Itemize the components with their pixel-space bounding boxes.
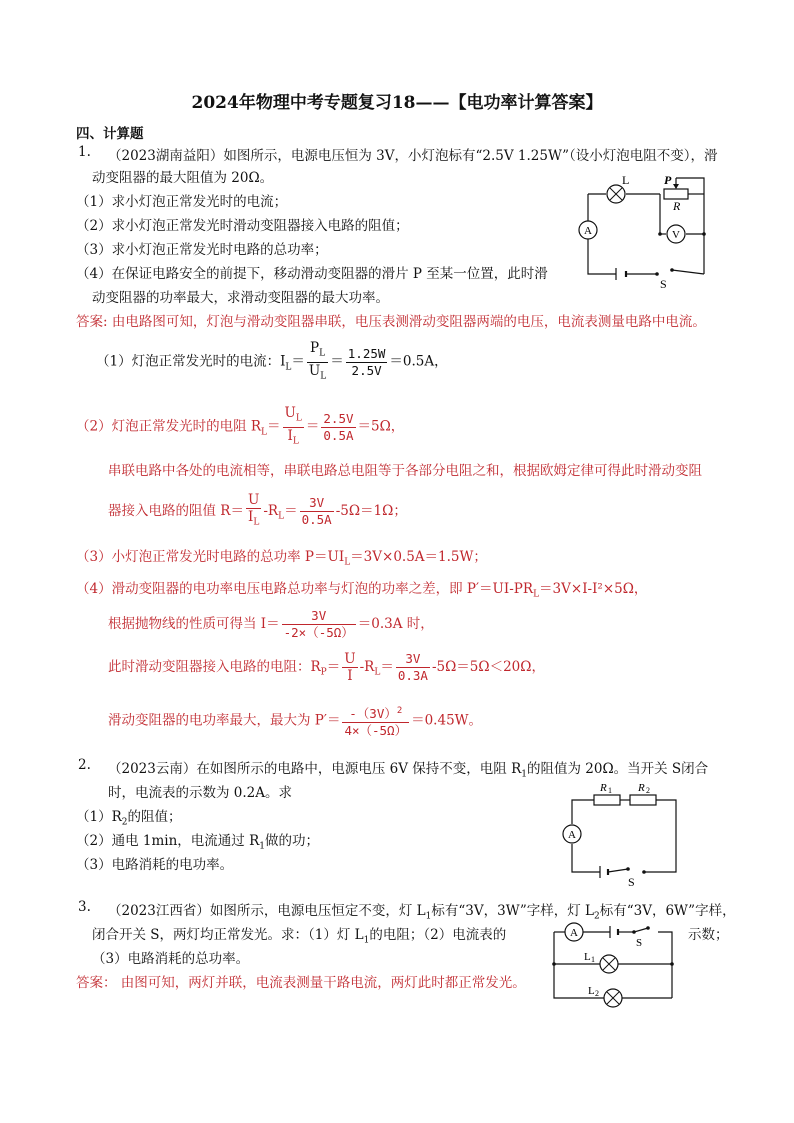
q2-switch-label: S [628, 875, 635, 889]
q1-a4-l3-mid-sub: L [374, 667, 381, 678]
q1-a1-num-sub: L [319, 348, 326, 359]
q2-r1-label: R [600, 782, 607, 794]
q2-line1-text: （2023云南）在如图所示的电路中，电源电压 6V 保持不变，电阻 R [108, 761, 522, 777]
q1-a1-den-sub: L [320, 371, 327, 382]
q1-a2-l3-den-sub: L [253, 517, 260, 528]
q3-line3: （3）电路消耗的总功率。 [92, 951, 250, 967]
q1-a2-sub: L [261, 427, 268, 438]
voltmeter-label: V [672, 229, 680, 241]
q2-ammeter-label: A [568, 829, 576, 841]
q3-answer-text: 由图可知，两灯并联，电流表测量干路电流，两灯此时都正常发光。 [120, 975, 526, 991]
q1-a4-l3-den: I [347, 668, 353, 684]
q1-sub2: （2）求小灯泡正常发光时滑动变阻器接入电路的阻值； [76, 218, 409, 234]
q2-sub1 [76, 805, 182, 828]
q2-line1 [108, 757, 708, 780]
q1-a2-num: U [284, 405, 296, 421]
q1-a2-line2: 串联电路中各处的电流相等，串联电路总电阻等于各部分电阻之和，根据欧姆定律可得此时滑动变阻 [108, 463, 702, 479]
q3-circuit-diagram [548, 918, 678, 1010]
q3-number: 3. [78, 899, 91, 915]
q3-switch-label: S [636, 937, 643, 949]
section-heading: 四、计算题 [76, 126, 144, 142]
q1-a4-l4-prefix: 滑动变阻器的电功率最大，最大为 P′＝ [108, 712, 341, 729]
q1-a2-l3-num: U [247, 492, 260, 508]
q3-l2-sub: 2 [595, 989, 599, 998]
lamp-icon [607, 185, 625, 203]
q1-a4-l3-num: U [344, 651, 356, 667]
q1-answer-label: 答案: [76, 314, 108, 330]
q1-a1-prefix: （1）灯泡正常发光时的电流：I [96, 353, 286, 370]
q1-a4-l3-den2: 0.3A [397, 668, 428, 683]
switch-label: S [660, 277, 667, 290]
q3-l1-sub: 1 [591, 955, 595, 964]
q1-answer-text: 由电路图可知，灯泡与滑动变阻器串联，电压表测滑动变阻器两端的电压，电流表测量电路中电流。 [111, 314, 706, 330]
q2-r2-label: R [638, 782, 645, 794]
q1-a2-l3-prefix: 器接入电路的阻值 R＝ [108, 502, 244, 519]
q1-a4-l3-mid: -R [359, 659, 375, 675]
q3-line1-sub1: 1 [425, 911, 432, 922]
lamp-l1-icon [600, 955, 618, 973]
q1-a2-prefix: （2）灯泡正常发光时的电阻 R [76, 418, 262, 435]
q1-a3 [76, 545, 487, 568]
q1-a1-den: U [308, 362, 321, 379]
q1-a4-l4-num: -（3V） [349, 706, 397, 722]
q1-a2-num-sub: L [295, 413, 302, 424]
q1-a1-num2: 1.25W [347, 345, 386, 361]
q1-a1-result: ＝0.5A， [389, 353, 448, 370]
q1-sub3: （3）求小灯泡正常发光时电路的总功率； [76, 242, 328, 258]
q2-line2: 时，电流表的示数为 0.2A。求 [108, 785, 293, 801]
q1-a2-line3: 器接入电路的阻值 R＝ $\frac{U}{I_L}$ $-R_L=$ $\frac{3V}{0.5A}$ -5Ω＝1Ω； [108, 492, 407, 528]
q2-number: 2. [78, 757, 91, 773]
page-title: 2024年物理中考专题复习18——【电功率计算答案】 [191, 93, 603, 113]
q2-r2-sub: 2 [646, 786, 650, 795]
q1-a4-l2-prefix: 根据抛物线的性质可得当 I＝ [108, 616, 280, 632]
q1-a4-l2-result: ＝0.3A 时， [357, 616, 434, 632]
q1-circuit-diagram [576, 170, 716, 290]
rheostat-label: R [673, 199, 681, 213]
q1-sub1: （1）求小灯泡正常发光时的电流； [76, 194, 288, 210]
q3-line1-text: （2023江西省）如图所示，电源电压恒定不变，灯 L [108, 903, 426, 919]
lamp-label: L [622, 173, 630, 187]
q1-a4-tail: ＝3V×I-I²×5Ω， [539, 581, 648, 597]
q3-line1-mid: 标有“3V，3W”字样，灯 L [431, 903, 594, 919]
q1-a4-l3-num2: 3V [396, 651, 430, 668]
q1-sub4a: （4）在保证电路安全的前提下，移动滑动变阻器的滑片 P 至某一位置，此时滑 [76, 266, 548, 282]
q1-a2-l3-result: -5Ω＝1Ω； [335, 502, 407, 519]
q1-a2-l3-den2: 0.5A [301, 511, 332, 527]
q3-line2-text: 闭合开关 S，两灯均正常发光。求：（1）灯 L [92, 927, 364, 943]
q1-number: 1. [78, 144, 91, 160]
q1-a4-l4-sup: 2 [396, 706, 403, 716]
q1-a2-l3-den: I [248, 509, 254, 525]
q1-a4-l3-result: -5Ω＝5Ω＜20Ω， [431, 659, 545, 675]
q1-a2-den2: 0.5A [323, 427, 354, 443]
q1-a4-l4-result: ＝0.45W。 [411, 712, 483, 729]
q1-a4-line2 [108, 608, 434, 641]
q1-line2: 动变阻器的最大阻值为 20Ω。 [92, 170, 274, 186]
q3-l1-label: L [584, 951, 591, 963]
ammeter-label: A [584, 225, 592, 237]
q1-a3-text: （3）小灯泡正常发光时电路的总功率 P＝UI [76, 549, 345, 565]
q2-r1-sub: 1 [608, 786, 612, 795]
q3-line1-sub2: 2 [593, 911, 600, 922]
q1-a4 [76, 577, 647, 600]
q1-a3-sub: L [344, 557, 351, 568]
q1-a1-den2: 2.5V [351, 362, 382, 378]
q1-a2-l3-num2: 3V [300, 495, 334, 512]
q1-a2-result: ＝5Ω， [357, 418, 405, 435]
resistor-r2-icon [630, 795, 656, 805]
q3-ammeter-label: A [570, 927, 578, 939]
q1-a4-l2-num: 3V [282, 608, 356, 625]
lamp-l2-icon [604, 989, 622, 1007]
q3-line2-tail: 示数； [688, 927, 729, 943]
q3-answer [76, 971, 526, 991]
q1-a2-den-sub: L [292, 436, 299, 447]
q1-a1: （1）灯泡正常发光时的电流：$I_L=$ $\frac{P_L}{U_L}$ ＝ $\frac{1.25W}{2.5V}$ ＝0.5A， [96, 340, 448, 382]
q1-a4-sub: L [533, 589, 540, 600]
q1-a4-l3-sub: P [320, 667, 327, 678]
q1-a3-tail: ＝3V×0.5A＝1.5W； [350, 549, 487, 565]
q1-a4-text: （4）滑动变阻器的电功率电压电路总功率与灯泡的功率之差，即 P′＝UI-PR [76, 581, 534, 597]
q1-a4-l2-den: -2×（-5Ω） [283, 625, 354, 640]
q1-line1: （2023湖南益阳）如图所示，电源电压恒为 3V，小灯泡标有“2.5V 1.25W”（设小灯泡电阻不变），滑 [108, 148, 718, 164]
q2-circuit-diagram [558, 780, 688, 890]
q3-line2-sub: 1 [363, 935, 370, 946]
q1-a1-num: P [310, 340, 320, 356]
q1-a2-l3-mid-sub: L [278, 511, 285, 522]
q1-a4-line4 [108, 703, 482, 739]
q2-sub2-tail: 做的功； [264, 833, 319, 849]
q1-a1-sub: L [285, 362, 292, 373]
rheostat-icon [664, 189, 688, 199]
q3-answer-label: 答案： [76, 975, 117, 991]
q2-sub3: （3）电路消耗的电功率。 [76, 857, 234, 873]
q1-sub4b: 动变阻器的功率最大，求滑动变阻器的最大功率。 [92, 290, 389, 306]
q3-line1-tail: 标有“3V，6W”字样， [599, 903, 736, 919]
q1-a4-l3-prefix: 此时滑动变阻器接入电路的电阻：R [108, 659, 321, 675]
slider-label: P [664, 173, 672, 187]
q1-a2: （2）灯泡正常发光时的电阻 $R_L=$ $\frac{U_L}{I_L}$ ＝ $\frac{2.5V}{0.5A}$ ＝5Ω， [76, 405, 405, 447]
q1-a4-line3: 此时滑动变阻器接入电路的电阻：$R_P=$ $\frac{U}{I}$ $-R_L=$ $\frac{3V}{0.3A}$ -5Ω＝5Ω＜20Ω， [108, 651, 545, 684]
q1-a4-l4-den: 4×（-5Ω） [344, 723, 408, 739]
q2-sub1-text: （1）R [76, 809, 122, 825]
q2-line1-tail: 的阻值为 20Ω。当开关 S闭合 [526, 761, 709, 777]
q2-sub1-tail: 的阻值； [127, 809, 182, 825]
q2-sub2 [76, 829, 319, 852]
q1-a2-l3-mid: -R [263, 502, 279, 519]
q1-a2-den: I [287, 427, 293, 444]
q3-line2-mid: 的电阻；（2）电流表的 [369, 927, 507, 943]
q1-answer [76, 310, 706, 330]
q2-sub1-sub: 2 [121, 817, 128, 828]
q2-line1-sub: 1 [521, 769, 527, 780]
q1-a2-num2: 2.5V [323, 410, 354, 426]
q2-sub2-text: （2）通电 1min，电流通过 R [76, 833, 260, 849]
q3-line2 [92, 923, 506, 946]
q3-l2-label: L [588, 985, 595, 997]
resistor-r1-icon [594, 795, 620, 805]
q2-sub2-sub: 1 [259, 841, 265, 852]
